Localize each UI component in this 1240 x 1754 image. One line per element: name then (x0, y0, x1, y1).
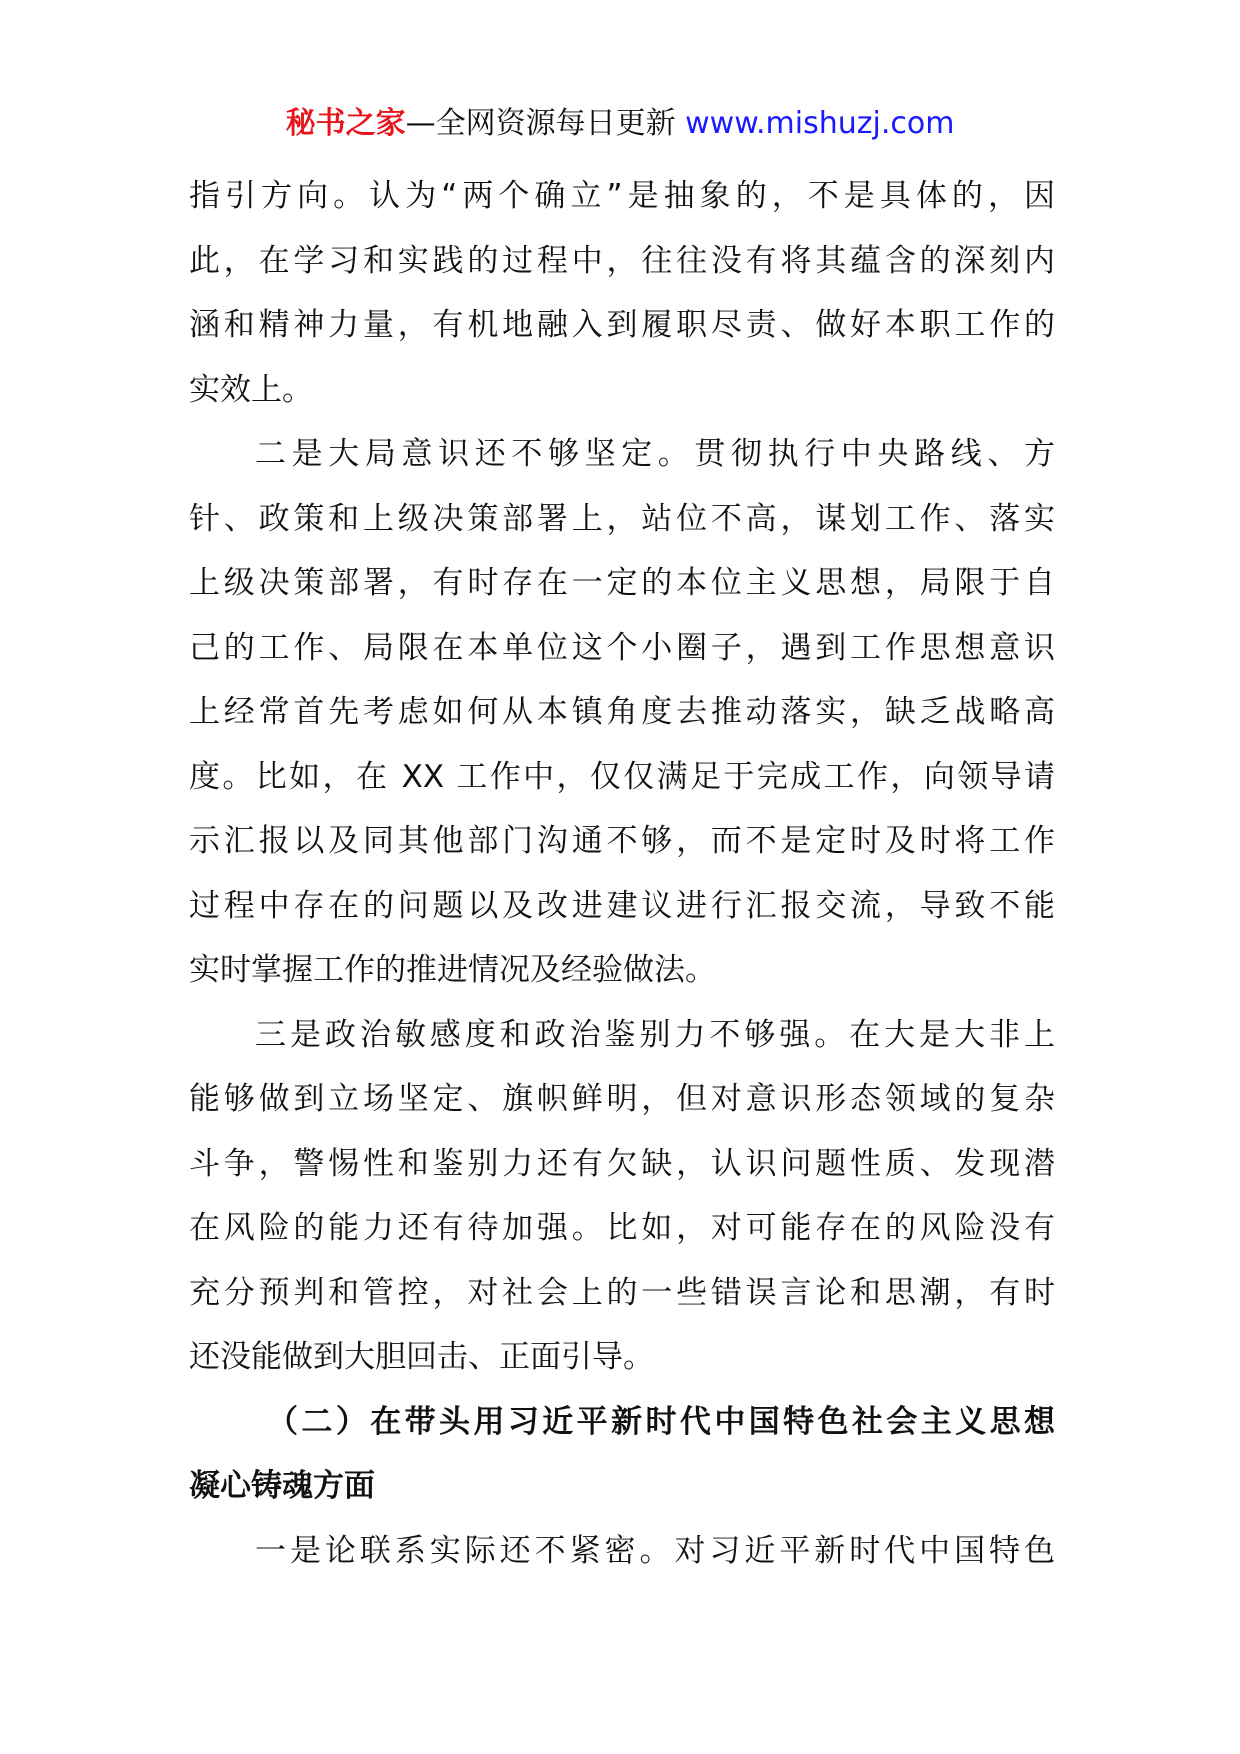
text-line: 过程中存在的问题以及改进建议进行汇报交流，导致不能 (189, 887, 1055, 924)
text-line: 指引方向。认为“两个确立”是抽象的，不是具体的，因 (189, 178, 1055, 214)
site-banner (0, 104, 1240, 144)
text-line: 实效上。 (189, 371, 313, 408)
text-line: 充分预判和管控，对社会上的一些错误言论和思潮，有时 (189, 1274, 1055, 1311)
text-line: 示汇报以及同其他部门沟通不够，而不是定时及时将工作 (189, 823, 1055, 859)
paragraph-start-line: 三是政治敏感度和政治鉴别力不够强。在大是大非上 (255, 1016, 1055, 1053)
paragraph-start-line: 二是大局意识还不够坚定。贯彻执行中央路线、方 (255, 436, 1055, 472)
section-heading-line: 凝心铸魂方面 (189, 1468, 375, 1504)
text-line: 己的工作、局限在本单位这个小圈子，遇到工作思想意识 (189, 629, 1055, 666)
site-brand: 秘书之家 (285, 106, 406, 141)
site-slogan: —全网资源每日更新 (405, 106, 676, 141)
site-url-link[interactable]: www.mishuzj.com (685, 106, 955, 141)
text-line: 斗争，警惕性和鉴别力还有欠缺，认识问题性质、发现潜 (189, 1145, 1055, 1182)
text-line: 在风险的能力还有待加强。比如，对可能存在的风险没有 (189, 1210, 1055, 1246)
paragraph-start-line: 一是论联系实际还不紧密。对习近平新时代中国特色 (255, 1532, 1055, 1569)
text-line: 能够做到立场坚定、旗帜鲜明，但对意识形态领域的复杂 (189, 1081, 1055, 1117)
text-line: 还没能做到大胆回击、正面引导。 (189, 1339, 654, 1375)
text-line: 此，在学习和实践的过程中，往往没有将其蕴含的深刻内 (189, 242, 1055, 279)
text-line: 上经常首先考虑如何从本镇角度去推动落实，缺乏战略高 (189, 694, 1055, 730)
text-line: 上级决策部署，有时存在一定的本位主义思想，局限于自 (189, 565, 1055, 601)
document-body (189, 164, 1055, 1583)
text-line: 实时掌握工作的推进情况及经验做法。 (189, 952, 716, 988)
section-heading-line: （二）在带头用习近平新时代中国特色社会主义思想 (267, 1403, 1055, 1440)
text-line: 针、政策和上级决策部署上，站位不高，谋划工作、落实 (189, 500, 1055, 537)
text-line: 涵和精神力量，有机地融入到履职尽责、做好本职工作的 (189, 307, 1055, 343)
text-line: 度。比如，在 XX 工作中，仅仅满足于完成工作，向领导请 (189, 758, 1055, 795)
